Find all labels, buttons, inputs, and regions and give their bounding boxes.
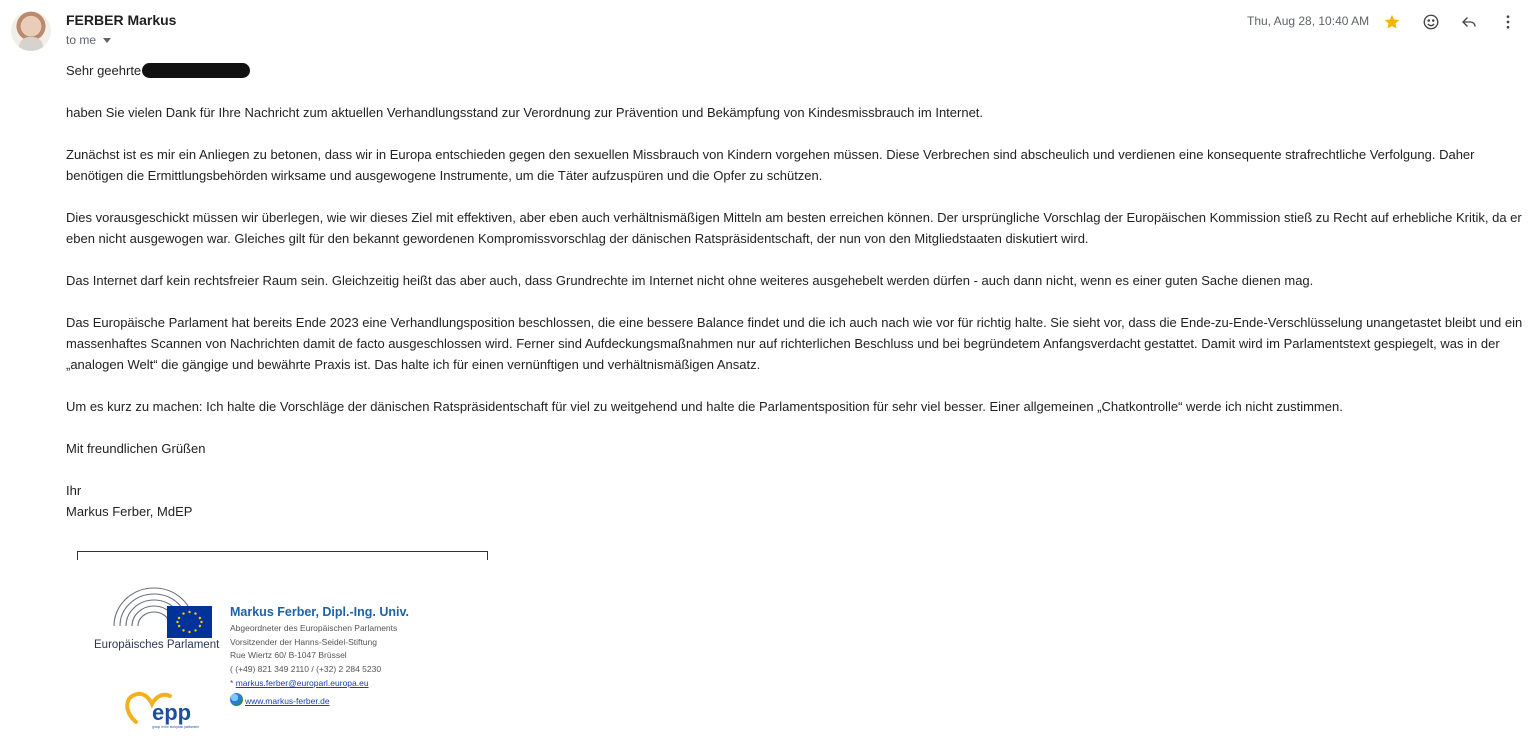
reply-button[interactable] [1457,10,1481,34]
paragraph: Das Internet darf kein rechtsfreier Raum sein. Gleichzeitig heißt das aber auch, dass Grundrechte im Internet nicht ohne weiteres ausgehebelt werden dürfen - auch dann nicht, wenn es einer guten Sache dienen mag. [66,273,1314,288]
signature-email-row [230,678,369,688]
european-parliament-logo [112,582,212,638]
star-button[interactable] [1380,10,1404,34]
paragraph: Um es kurz zu machen: Ich halte die Vorschläge der dänischen Ratspräsidentschaft für viel zu weitgehend und halte die Parlamentsposition für sehr viel besser. Einer allgemeinen „Chatkontrolle“ werde ich nicht zustimmen. [66,399,1343,414]
paragraph: Zunächst ist es mir ein Anliegen zu betonen, dass wir in Europa entschieden gegen den sexuellen Missbrauch von Kindern vorgehen müssen. Diese Verbrechen sind abscheulich und verdienen eine konsequente strafrechtliche Verfolgung. Daher benötigen die Ermittlungsbehörden wirksame und ausgewogene Instrumente, um die Täter aufzuspüren und die Opfer zu schützen. [66,147,1475,183]
recipient-details-toggle[interactable] [66,33,111,47]
paragraph: Das Europäische Parlament hat bereits Ende 2023 eine Verhandlungsposition beschlossen, die eine bessere Balance findet und die ich auch nach wie vor für richtig halte. Sie sieht vor, dass die Ende-zu-Ende-Verschlüsselung unangetastet bleibt und ein massenhaftes Scannen von Nachrichten damit de facto ausgeschlossen wird. Ferner sind Aufdeckungsmaßnahmen nur auf richterlichen Beschluss und bei begründetem Anfangsverdacht gestattet. Damit wird im Parlamentstext gespiegelt, was in der „analogen Welt“ die gängige und bewährte Praxis ist. Das halte ich für einen vernünftigen und verhältnismäßigen Ansatz. [66,315,1523,372]
email-prefix: * [230,678,234,688]
signature-divider [77,551,488,560]
epp-group-logo [122,688,208,730]
signature-line: Vorsitzender der Hanns-Seidel-Stiftung [230,636,377,647]
more-options-button[interactable] [1496,10,1520,34]
signature-line: Rue Wiertz 60/ B-1047 Brüssel [230,650,347,660]
more-vert-icon [1499,13,1517,31]
reply-icon [1460,13,1478,31]
closing-salutation: Mit freundlichen Grüßen [66,441,206,456]
emoji-icon [1422,13,1440,31]
paragraph: Dies vorausgeschickt müssen wir überlegen, wie wir dieses Ziel mit effektiven, aber eben auch verhältnismäßigen Mitteln am besten erreichen können. Der ursprüngliche Vorschlag der Europäischen Kommission stieß zu Recht auf erhebliche Kritik, da er eben nicht ausgewogen war. Gleiches gilt für den bekannt gewordenen Kompromissvorschlag der dänischen Ratspräsidentschaft, der nun von den Mitgliedstaaten diskutiert wird. [66,210,1522,246]
message-body [66,60,1526,522]
add-reaction-button[interactable] [1419,10,1443,34]
sender-avatar[interactable] [11,11,51,51]
signature-email-link[interactable]: markus.ferber@europarl.europa.eu [235,678,369,688]
redacted-name [142,63,250,78]
closing-line: Ihr [66,483,82,498]
sender-name[interactable]: FERBER Markus [66,12,177,28]
signature-website-row [230,693,330,706]
signature-line: Abgeordneter des Europäischen Parlaments [230,623,398,633]
closing-name: Markus Ferber, MdEP [66,504,193,519]
paragraph: haben Sie vielen Dank für Ihre Nachricht zum aktuellen Verhandlungsstand zur Verordnung zur Prävention und Bekämpfung von Kindesmissbrauch im Internet. [66,105,984,120]
chevron-down-icon [103,38,111,43]
star-icon [1383,13,1401,31]
epp-logo-text: epp [152,700,192,725]
signature-line: ( (+49) 821 349 2110 / (+32) 2 284 5230 [230,663,382,674]
signature-name: Markus Ferber, Dipl.-Ing. Univ. [230,605,409,619]
signature-website-link[interactable]: www.markus-ferber.de [245,696,330,706]
message-date: Thu, Aug 28, 10:40 AM [1247,14,1370,28]
greeting: Sehr geehrte [66,63,142,78]
recipient-label: to me [66,33,97,47]
globe-icon [230,693,243,706]
signature-details [230,622,397,676]
epp-logo-subtext: group in the european parliament [152,725,199,729]
parliament-label: Europäisches Parlament [94,639,220,651]
greeting-line [66,60,1526,81]
